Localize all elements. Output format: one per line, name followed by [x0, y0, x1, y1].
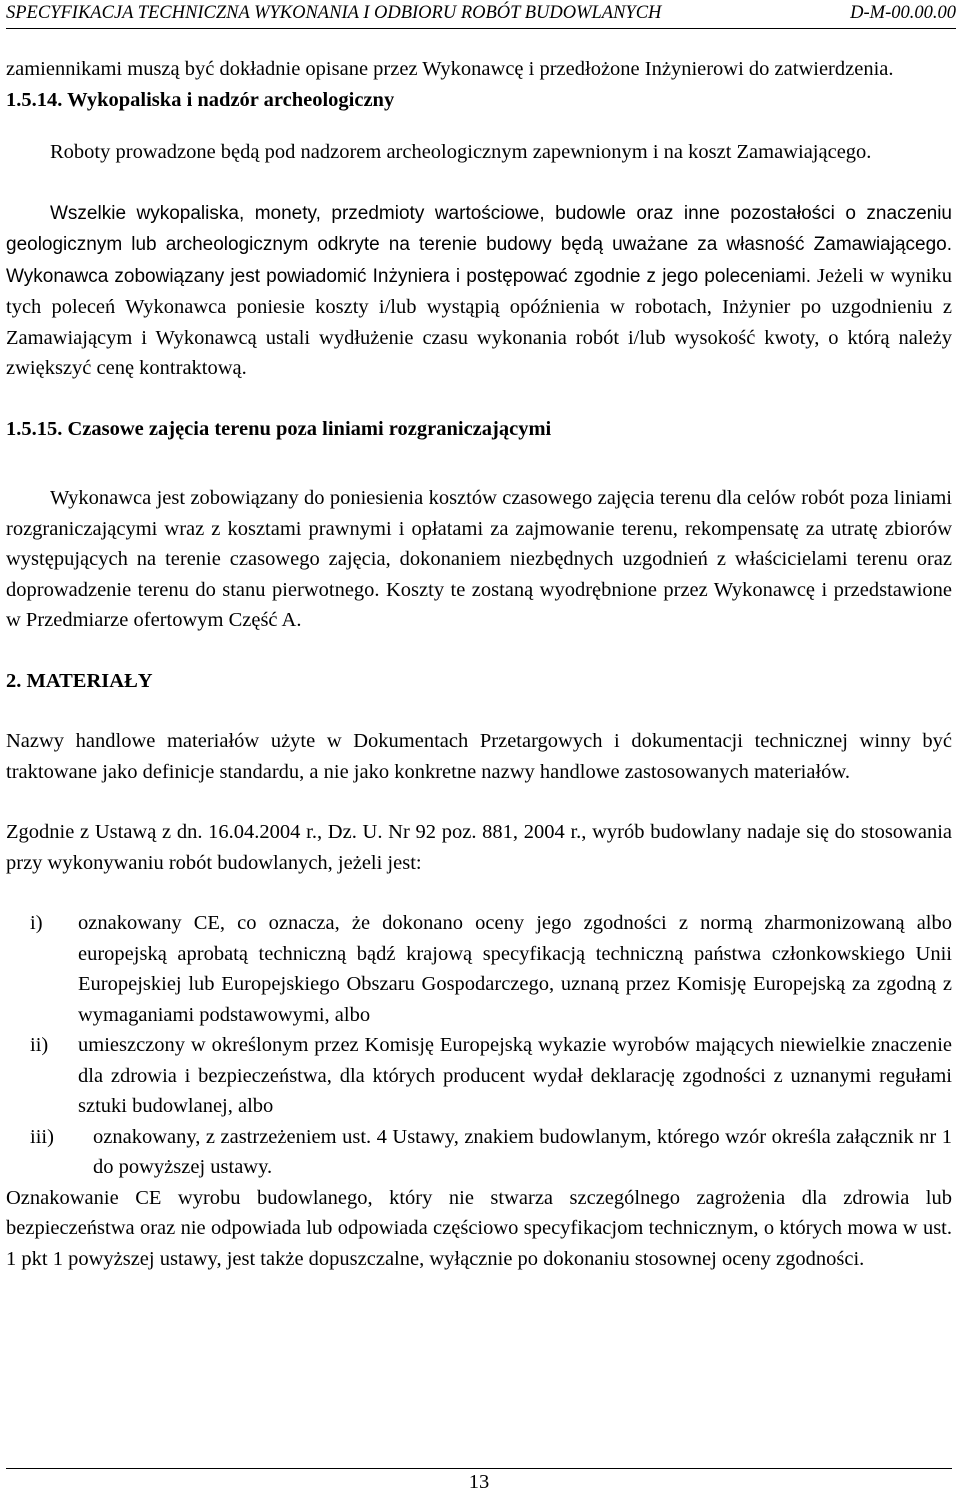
list-item-text: umieszczony w określonym przez Komisję Europejską wykazie wyrobów mających niewielkie znaczenie dla zdrowia i bezpieczeństwa, dla których producent wydał deklarację zgodności z uznanymi regułami sztuki budowlanej, albo	[78, 1034, 952, 1117]
list-item-number: i)	[30, 912, 43, 934]
header-title: SPECYFIKACJA TECHNICZNA WYKONANIA I ODBIORU ROBÓT BUDOWLANYCH	[6, 3, 662, 23]
paragraph-1514-b-sans: Wszelkie wykopaliska, monety, przedmioty wartościowe, budowle oraz inne pozostałości o znaczeniu geologicznym lub archeologicznym odkryte na terenie budowy będą uważane za własność Zamawiającego. Wykonawca zobowiązany jest powiadomić Inżyniera i postępować zgodnie z jego poleceniami.	[6, 202, 952, 287]
conditions-list	[6, 908, 952, 1183]
section-heading-1514: 1.5.14. Wykopaliska i nadzór archeologiczny	[6, 88, 395, 111]
header-code: D-M-00.00.00	[850, 3, 956, 23]
page-number: 13	[468, 1471, 490, 1493]
document-body	[6, 54, 952, 1274]
section-heading-1515: 1.5.15. Czasowe zajęcia terenu poza liniami rozgraniczającymi	[6, 417, 552, 440]
list-item	[6, 908, 952, 1030]
list-item-number: iii)	[30, 1125, 54, 1148]
page-footer	[6, 1468, 952, 1493]
paragraph-1514-b	[6, 198, 952, 384]
paragraph-1515: Wykonawca jest zobowiązany do poniesienia kosztów czasowego zajęcia terenu dla celów robót poza liniami rozgraniczającymi wraz z kosztami prawnymi i opłatami za zajmowanie terenu, rekompensatę za utratę zbiorów występujących na terenie czasowego zajęcia, dokonaniem niezbędnych uzgodnień z właścicielami terenu oraz doprowadzenie terenu do stanu pierwotnego. Koszty te zostaną wyodrębnione przez Wykonawcę i przedstawione w Przedmiarze ofertowym Część A.	[6, 487, 952, 631]
paragraph-1514-b-serif: Jeżeli w wyniku tych poleceń Wykonawca poniesie koszty i/lub wystąpią opóźnienia w robotach, Inżynier po uzgodnieniu z Zamawiającym i Wykonawcą ustali wydłużenie czasu wykonania robót i/lub wysokość kwoty, o którą należy zwiększyć cenę kontraktową.	[6, 264, 952, 379]
list-item	[6, 1122, 952, 1183]
list-item-text: oznakowany CE, co oznacza, że dokonano oceny jego zgodności z normą zharmonizowaną albo europejską aprobatą techniczną bądź krajową specyfikacją techniczną państwa członkowskiego Unii Europejskiej lub Europejskiego Obszaru Gospodarczego, uznaną przez Komisję Europejską za zgodną z wymaganiami podstawowymi, albo	[78, 912, 952, 1026]
list-item	[6, 1030, 952, 1122]
paragraph-intro: zamiennikami muszą być dokładnie opisane przez Wykonawcę i przedłożone Inżynierowi do zatwierdzenia.	[6, 58, 894, 80]
list-item-number: ii)	[30, 1034, 49, 1056]
page-header	[6, 0, 956, 29]
list-item-text: oznakowany, z zastrzeżeniem ust. 4 Ustawy, znakiem budowlanym, którego wzór określa załącznik nr 1 do powyższej ustawy.	[93, 1125, 952, 1178]
paragraph-1514-a: Roboty prowadzone będą pod nadzorem archeologicznym zapewnionym i na koszt Zamawiającego.	[50, 141, 872, 163]
paragraph-2-a: Nazwy handlowe materiałów użyte w Dokumentach Przetargowych i dokumentacji technicznej winny być traktowane jako definicje standardu, a nie jako konkretne nazwy handlowe zastosowanych materiałów.	[6, 730, 952, 783]
paragraph-2-c: Oznakowanie CE wyrobu budowlanego, który nie stwarza szczególnego zagrożenia dla zdrowia lub bezpieczeństwa oraz nie odpowiada lub odpowiada częściowo specyfikacjom technicznym, o których mowa w ust. 1 pkt 1 powyższej ustawy, jest także dopuszczalne, wyłącznie po dokonaniu stosownej oceny zgodności.	[6, 1186, 952, 1270]
paragraph-2-b: Zgodnie z Ustawą z dn. 16.04.2004 r., Dz. U. Nr 92 poz. 881, 2004 r., wyrób budowlany nadaje się do stosowania przy wykonywaniu robót budowlanych, jeżeli jest:	[6, 821, 952, 874]
section-heading-materialy: 2. MATERIAŁY	[6, 669, 153, 692]
